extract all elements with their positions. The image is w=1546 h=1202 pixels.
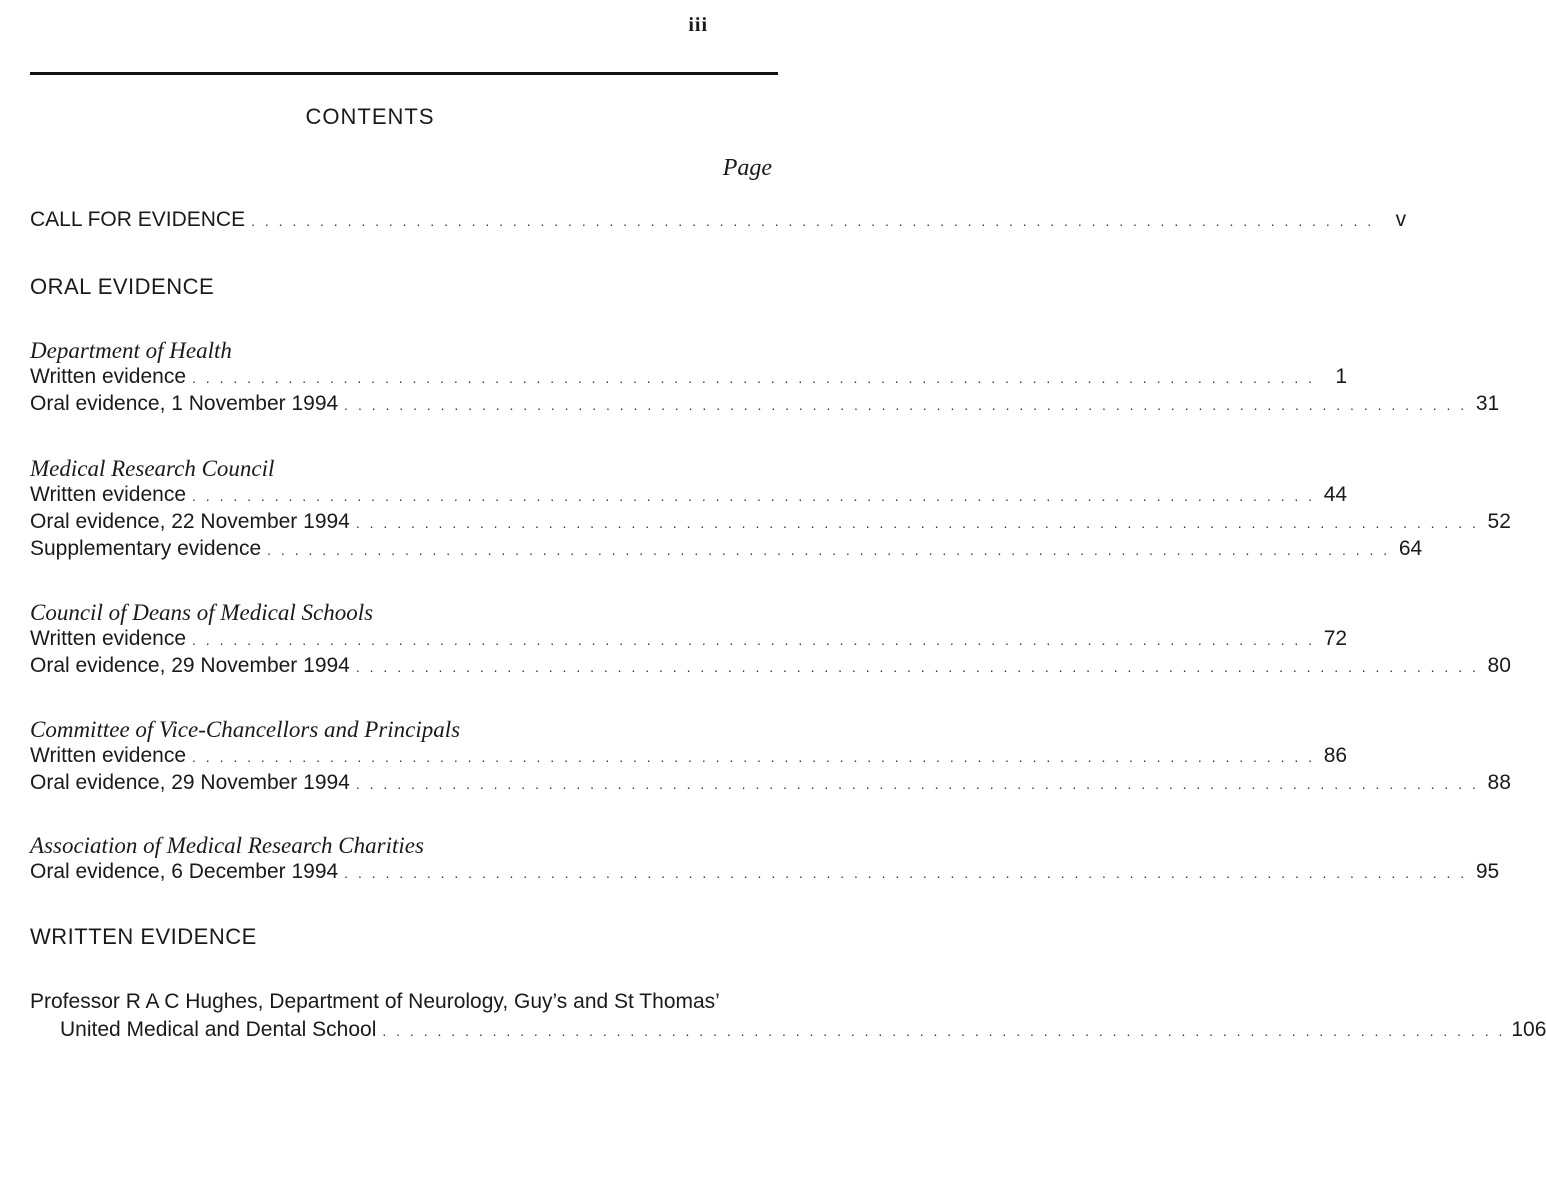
- toc-entry-page: 95: [1475, 860, 1500, 883]
- dot-leader: . . . . . . . . . . . . . . . . . . . . . . . . . . . . . . . . . . . . . . . . . . . . . . . . . . . . . . . . . . . . . . . . . . . . . . . . . . . . . . . . . .: [192, 632, 1316, 648]
- toc-entry-label: Supplementary evidence: [30, 537, 262, 560]
- toc-entry-page: 80: [1487, 654, 1511, 677]
- toc-entry-label: Written evidence: [30, 483, 187, 506]
- dot-leader: . . . . . . . . . . . . . . . . . . . . . . . . . . . . . . . . . . . . . . . . . . . . . . . . . . . . . . . . . . . . . . . . . . . . . . . . . . . . . . . . . .: [267, 542, 1391, 558]
- toc-entry-line1[interactable]: Professor R A C Hughes, Department of Neurology, Guy’s and St Thomas’: [30, 990, 720, 1013]
- org-heading: Medical Research Council: [30, 456, 275, 481]
- toc-entry[interactable]: [30, 481, 1348, 509]
- dot-leader: . . . . . . . . . . . . . . . . . . . . . . . . . . . . . . . . . . . . . . . . . . . . . . . . . . . . . . . . . . . . . . . . . . . . . . . . . . . . . . . . . .: [192, 488, 1316, 504]
- toc-entry-call-for-evidence[interactable]: [30, 206, 1407, 234]
- toc-entry-page: 31: [1475, 392, 1500, 415]
- toc-entry-label: Written evidence: [30, 744, 187, 767]
- page-number: iii: [688, 14, 708, 36]
- org-heading: Association of Medical Research Charities: [30, 833, 424, 858]
- toc-entry-label: Written evidence: [30, 365, 187, 388]
- toc-entry-page: 88: [1487, 771, 1511, 794]
- toc-entry-label: Oral evidence, 29 November 1994: [30, 771, 350, 794]
- org-heading: Department of Health: [30, 338, 232, 363]
- toc-entry[interactable]: [30, 742, 1348, 770]
- toc-entry-label: CALL FOR EVIDENCE: [30, 208, 246, 231]
- org-heading: Council of Deans of Medical Schools: [30, 600, 374, 625]
- toc-entry-page: v: [1395, 208, 1407, 231]
- toc-entry[interactable]: [30, 769, 1511, 797]
- dot-leader: . . . . . . . . . . . . . . . . . . . . . . . . . . . . . . . . . . . . . . . . . . . . . . . . . . . . . . . . . . . . . . . . . . . . . . . . . . . . . . . . . .: [355, 776, 1479, 792]
- toc-entry-page: 86: [1323, 744, 1348, 767]
- dot-leader: . . . . . . . . . . . . . . . . . . . . . . . . . . . . . . . . . . . . . . . . . . . . . . . . . . . . . . . . . . . . . . . . . . . . . . . . . . . . . . . . . .: [355, 659, 1479, 675]
- dot-leader: . . . . . . . . . . . . . . . . . . . . . . . . . . . . . . . . . . . . . . . . . . . . . . . . . . . . . . . . . . . . . . . . . . . . . . . . . . . . . . . . . .: [192, 749, 1316, 765]
- contents-title: CONTENTS: [305, 104, 435, 129]
- dot-leader: . . . . . . . . . . . . . . . . . . . . . . . . . . . . . . . . . . . . . . . . . . . . . . . . . . . . . . . . . . . . . . . . . . . . . . . . . . . . . . . . . .: [344, 865, 1468, 881]
- toc-entry-label: Written evidence: [30, 627, 187, 650]
- toc-entry-page: 72: [1323, 627, 1348, 650]
- section-heading-written-evidence: WRITTEN EVIDENCE: [30, 924, 257, 949]
- toc-entry-page: 1: [1335, 365, 1348, 388]
- dot-leader: . . . . . . . . . . . . . . . . . . . . . . . . . . . . . . . . . . . . . . . . . . . . . . . . . . . . . . . . . . . . . . . . . . . . . . . . . . . . . . . . . .: [344, 397, 1468, 413]
- toc-entry[interactable]: [30, 625, 1348, 653]
- toc-entry-page: 64: [1398, 537, 1423, 560]
- toc-entry[interactable]: [60, 1016, 1546, 1044]
- toc-entry-label: Oral evidence, 22 November 1994: [30, 510, 350, 533]
- toc-entry-page: 52: [1487, 510, 1511, 533]
- org-heading: Committee of Vice-Chancellors and Principals: [30, 717, 461, 742]
- dot-leader: . . . . . . . . . . . . . . . . . . . . . . . . . . . . . . . . . . . . . . . . . . . . . . . . . . . . . . . . . . . . . . . . . . . . . . . . . . . . . . . . . .: [192, 370, 1316, 386]
- toc-entry-page: 44: [1323, 483, 1348, 506]
- toc-entry-label: Oral evidence, 29 November 1994: [30, 654, 350, 677]
- toc-entry[interactable]: [30, 858, 1500, 886]
- toc-entry[interactable]: [30, 508, 1511, 536]
- toc-entry[interactable]: [30, 652, 1511, 680]
- toc-entry[interactable]: [30, 390, 1500, 418]
- toc-entry[interactable]: [30, 535, 1423, 563]
- toc-entry[interactable]: [30, 363, 1348, 391]
- toc-entry-label: Oral evidence, 1 November 1994: [30, 392, 339, 415]
- section-heading-oral-evidence: ORAL EVIDENCE: [30, 274, 215, 299]
- dot-leader: . . . . . . . . . . . . . . . . . . . . . . . . . . . . . . . . . . . . . . . . . . . . . . . . . . . . . . . . . . . . . . . . . . . . . . . . . . . . . . . . . .: [382, 1023, 1506, 1039]
- header-rule: [30, 72, 778, 75]
- toc-entry-label: Oral evidence, 6 December 1994: [30, 860, 339, 883]
- toc-entry-page: 106: [1511, 1018, 1546, 1041]
- toc-entry-label: United Medical and Dental School: [60, 1018, 377, 1041]
- dot-leader: . . . . . . . . . . . . . . . . . . . . . . . . . . . . . . . . . . . . . . . . . . . . . . . . . . . . . . . . . . . . . . . . . . . . . . . . . . . . . . . . . .: [355, 515, 1479, 531]
- dot-leader: . . . . . . . . . . . . . . . . . . . . . . . . . . . . . . . . . . . . . . . . . . . . . . . . . . . . . . . . . . . . . . . . . . . . . . . . . . . . . . . . . .: [251, 213, 1375, 229]
- page-column-label: Page: [722, 155, 772, 181]
